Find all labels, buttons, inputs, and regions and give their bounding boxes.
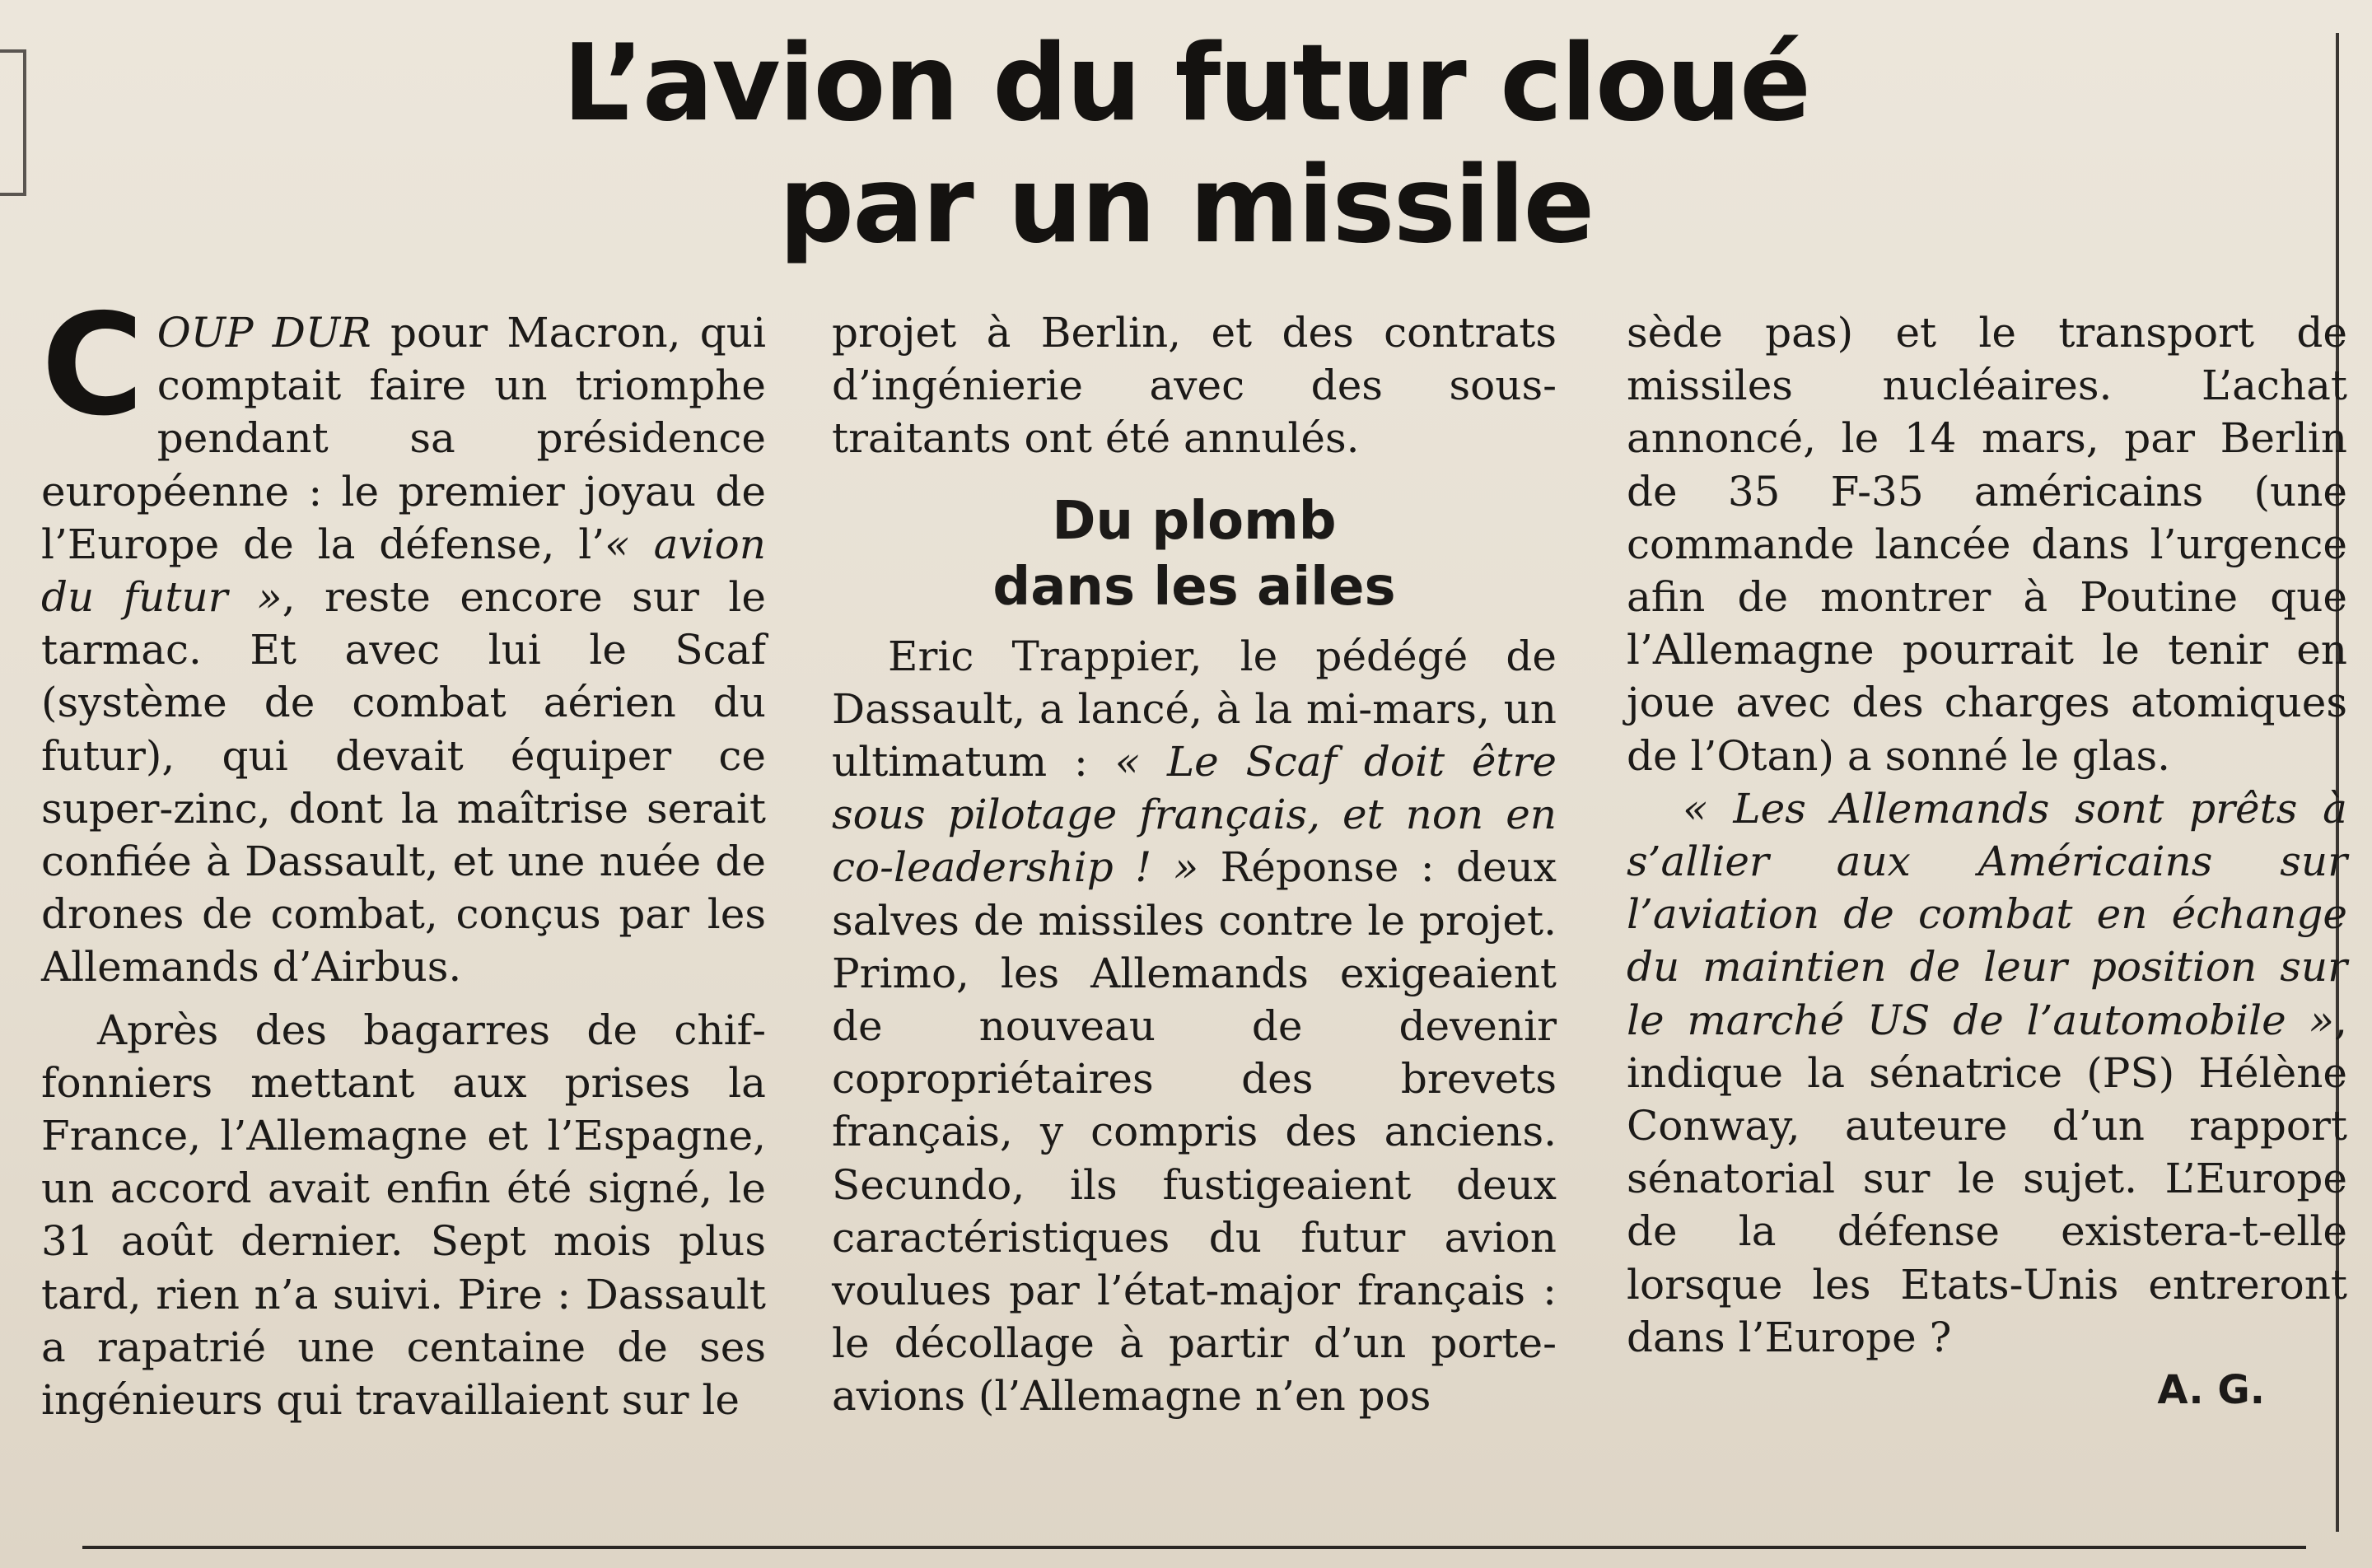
headline-line-2: par un missile	[778, 144, 1594, 267]
headline-line-1: L’avion du futur cloué	[563, 22, 1809, 145]
paragraph-4-quote: « Le Scaf doit être sous pilotage français, et non en co-leadership ! »	[832, 738, 1557, 892]
paragraph-2: Après des bagarres de chiffonniers mettant aux prises la France, l’Allemagne et l’Espagne, un accord avait enfin été signé, le 31 août dernier. Sept mois plus tard, rien n’a suivi. Pire : Dassault a rapatrié une centaine de ses ingénieurs qui travaillaient sur le	[41, 1006, 766, 1425]
section-subhead	[832, 488, 1557, 620]
paragraph-6	[1627, 782, 2347, 1364]
drop-cap: C	[41, 284, 144, 447]
author-signature: A. G.	[2157, 1367, 2265, 1414]
bottom-rule	[82, 1546, 2306, 1549]
paragraph-5: sède pas) et le transport de missiles nucléaires. L’achat annoncé, le 14 mars, par Berlin de 35 F-35 américains (une commande lancée dans l’urgence afin de montrer à Poutine que l’Allemagne pourrait le tenir en joue avec des charges atomiques de l’Otan) a sonné le glas.	[1627, 309, 2347, 780]
paragraph-3: projet à Berlin, et des contrats d’ingénierie avec des sous-traitants ont été annulés.	[832, 309, 1557, 463]
article-column-2	[832, 306, 1557, 1423]
paragraph-6-rest: , indique la sénatrice (PS) Hélène Conway, auteure d’un rapport sénatorial sur le sujet. L’Europe de la défense existera-t-elle lorsque les Etats-Unis entreront dans l’Europe ?	[1627, 996, 2347, 1361]
subhead-line-1: Du plomb	[1052, 490, 1337, 552]
paragraph-1-quote: « avion du futur »	[41, 520, 766, 622]
paragraph-6-quote: « Les Allemands sont prêts à s’allier aux Américains sur l’aviation de combat en échange du maintien de leur position sur le marché US de l’automobile »	[1627, 784, 2347, 1044]
paragraph-4-rest: Réponse : deux salves de missiles contre le projet. Primo, les Allemands exigeaient de nouveau de devenir copropriétaires des brevets français, y compris des anciens. Secundo, ils fustigeaient deux caractéristiques du futur avion voulues par l’état-major français : le décollage à partir d’un porte-avions (l’Allemagne n’en pos	[832, 843, 1557, 1421]
left-frame-border	[0, 49, 26, 196]
paragraph-1	[41, 284, 767, 994]
paragraph-1-text: pour Macron, qui comptait faire un triomphe pendant sa présidence européenne : le premier joyau de l’Europe de la défense, l’	[41, 309, 767, 568]
paragraph-1-rest: , reste encore sur le tarmac. Et avec lui le Scaf (système de combat aérien du futur), qui devait équiper ce super-zinc, dont la maîtrise serait confiée à Dassault, et une nuée de drones de combat, conçus par les Allemands d’Airbus.	[41, 573, 766, 992]
lead-words: OUP DUR	[156, 309, 371, 357]
paragraph-4-text: Eric Trappier, le pédégé de Dassault, a lancé, à la mi-mars, un ultimatum :	[832, 632, 1557, 786]
article-column-1	[41, 284, 767, 1426]
subhead-line-2: dans les ailes	[992, 556, 1396, 618]
paragraph-4	[832, 630, 1557, 1423]
article-headline	[107, 23, 2265, 267]
article-column-3	[1627, 306, 2347, 1416]
